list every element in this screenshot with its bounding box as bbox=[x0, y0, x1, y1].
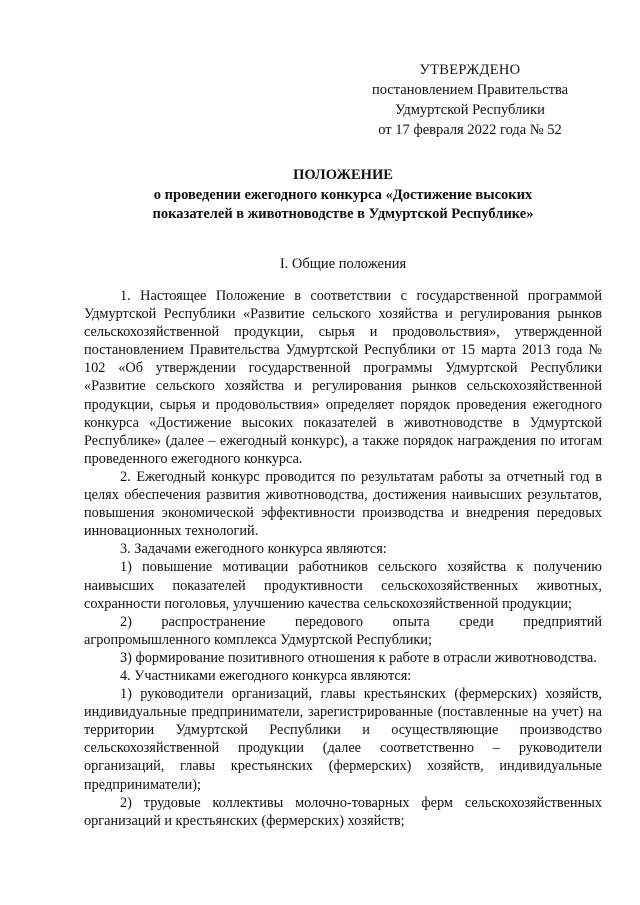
document-title-subtitle-1: о проведении ежегодного конкурса «Достижение высоких bbox=[153, 186, 533, 203]
paragraph-4-item-2: 2) трудовые коллективы молочно-товарных ферм сельскохозяйственных организаций и крестьянских (фермерских) хозяйств; bbox=[84, 794, 602, 829]
paragraph-3-item-3: 3) формирование позитивного отношения к работе в отрасли животноводства. bbox=[120, 649, 597, 666]
document-body bbox=[84, 287, 602, 830]
paragraph-2: 2. Ежегодный конкурс проводится по результатам работы за отчетный год в целях обеспечения развития животноводства, достижения наивысших результатов, повышения экономической эффективности производства и внедрения передовых инновационных технологий. bbox=[84, 468, 602, 540]
paragraph-4-item-1: 1) руководители организаций, главы крестьянских (фермерских) хозяйств, индивидуальные предприниматели, зарегистрированные (поставленные на учет) на территории Удмуртской Республики и осуществляющие производство сельскохозяйственной продукции (далее соответственно – руководители организаций, главы крестьянских (фермерских) хозяйств, индивидуальные предприниматели); bbox=[84, 686, 602, 793]
paragraph-3: 3. Задачами ежегодного конкурса являются: bbox=[120, 541, 387, 558]
approval-date-number: от 17 февраля 2022 года № 52 bbox=[378, 122, 562, 138]
section-heading: I. Общие положения bbox=[279, 256, 407, 272]
paragraph-4: 4. Участниками ежегодного конкурса являются: bbox=[120, 667, 412, 684]
paragraph-3-item-2: 2) распространение передового опыта среди предприятий агропромышленного комплекса Удмуртской Республики; bbox=[84, 613, 602, 648]
approval-heading: УТВЕРЖДЕНО bbox=[419, 62, 521, 78]
approval-region: Удмуртской Республики bbox=[395, 102, 545, 118]
document-title-main: ПОЛОЖЕНИЕ bbox=[293, 167, 393, 183]
paragraph-1: 1. Настоящее Положение в соответствии с государственной программой Удмуртской Республики «Развитие сельского хозяйства и регулирования рынков сельскохозяйственной продукции, сырья и продовольствия», утвержденной постановлением Правительства Удмуртской Республики от 15 марта 2013 года № 102 «Об утверждении государственной программы Удмуртской Республики «Развитие сельского хозяйства и регулирования рынков сельскохозяйственной продукции, сырья и продовольствия» определяет порядок проведения ежегодного конкурса «Достижение высоких показателей в животноводстве в Удмуртской Республике» (далее – ежегодный конкурс), а также порядок награждения по итогам проведенного ежегодного конкурса. bbox=[84, 288, 602, 467]
document-title-subtitle-2: показателей в животноводстве в Удмуртской Республике» bbox=[152, 206, 534, 222]
paragraph-3-item-1: 1) повышение мотивации работников сельского хозяйства к получению наивысших показателей продуктивности сельскохозяйственных животных, сохранности поголовья, улучшению качества сельскохозяйственной продукции; bbox=[84, 559, 602, 612]
approval-authority: постановлением Правительства bbox=[371, 82, 569, 98]
approval-stamp bbox=[340, 60, 600, 140]
document-title bbox=[84, 166, 602, 225]
